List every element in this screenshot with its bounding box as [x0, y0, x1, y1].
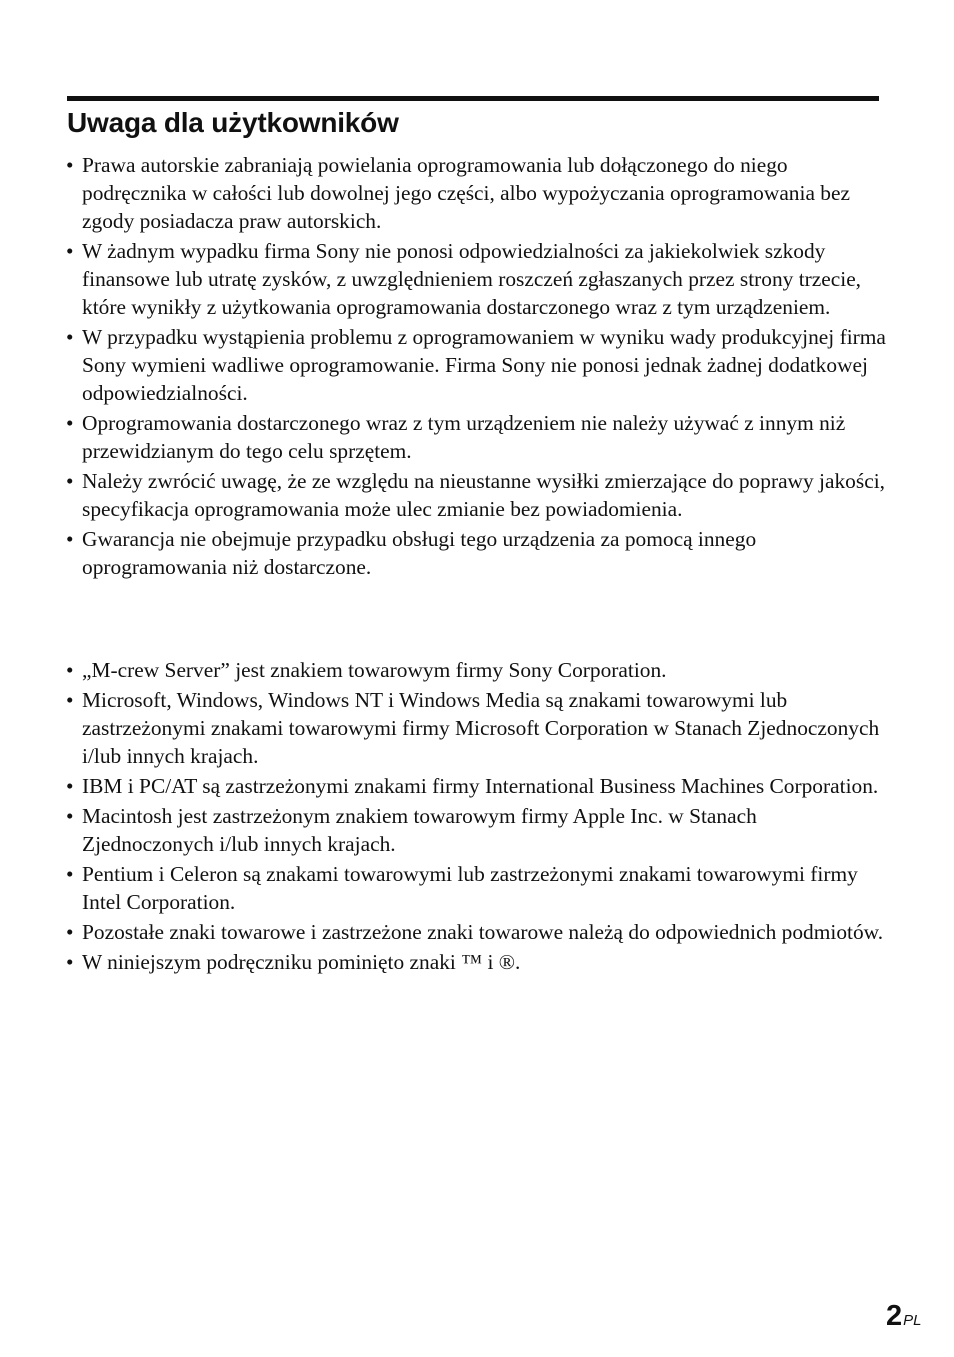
trademark-list [66, 656, 886, 978]
list-item-text: W żadnym wypadku firma Sony nie ponosi odpowiedzialności za jakiekolwiek szkody finansowe lub utratę zysków, z uwzględnieniem roszczeń zgłaszanych przez strony trzecie, które wynikły z użytkowania oprogramowania dostarczonego wraz z tym urządzeniem. [82, 239, 862, 319]
list-item [66, 237, 886, 321]
list-item [66, 323, 886, 407]
list-item [66, 467, 886, 523]
list-item [66, 772, 886, 800]
bullet-icon: • [66, 411, 74, 435]
list-item-text: Pozostałe znaki towarowe i zastrzeżone znaki towarowe należą do odpowiednich podmiotów. [82, 920, 884, 944]
list-item [66, 860, 886, 916]
list-item-text: IBM i PC/AT są zastrzeżonymi znakami firmy International Business Machines Corporation. [82, 774, 879, 798]
list-item-text: Gwarancja nie obejmuje przypadku obsługi tego urządzenia za pomocą innego oprogramowania niż dostarczone. [82, 527, 757, 579]
notice-list [66, 151, 886, 583]
list-item-text: Pentium i Celeron są znakami towarowymi lub zastrzeżonymi znakami towarowymi firmy Intel Corporation. [82, 862, 858, 914]
list-item [66, 525, 886, 581]
bullet-icon: • [66, 325, 74, 349]
bullet-icon: • [66, 688, 74, 712]
list-item-text: W niniejszym podręczniku pominięto znaki ™ i ®. [82, 950, 521, 974]
list-item [66, 409, 886, 465]
page-number [886, 1300, 922, 1333]
bullet-icon: • [66, 239, 74, 263]
page-language-code: PL [903, 1312, 922, 1329]
list-item [66, 948, 886, 976]
list-item [66, 151, 886, 235]
list-item [66, 802, 886, 858]
heading-rule [67, 96, 879, 101]
list-item [66, 656, 886, 684]
bullet-icon: • [66, 774, 74, 798]
list-item-text: Należy zwrócić uwagę, że ze względu na nieustanne wysiłki zmierzające do poprawy jakości, specyfikacja oprogramowania może ulec zmianie bez powiadomienia. [82, 469, 885, 521]
bullet-icon: • [66, 950, 74, 974]
bullet-icon: • [66, 862, 74, 886]
bullet-icon: • [66, 658, 74, 682]
bullet-icon: • [66, 527, 74, 551]
bullet-icon: • [66, 469, 74, 493]
list-item-text: „M-crew Server” jest znakiem towarowym firmy Sony Corporation. [82, 658, 667, 682]
list-item-text: Oprogramowania dostarczonego wraz z tym urządzeniem nie należy używać z innym niż przewidzianym do tego celu sprzętem. [82, 411, 846, 463]
list-item-text: Macintosh jest zastrzeżonym znakiem towarowym firmy Apple Inc. w Stanach Zjednoczonych i/lub innych krajach. [82, 804, 757, 856]
list-item [66, 918, 886, 946]
bullet-icon: • [66, 804, 74, 828]
page-number-value: 2 [886, 1300, 903, 1332]
bullet-icon: • [66, 153, 74, 177]
list-item-text: Microsoft, Windows, Windows NT i Windows Media są znakami towarowymi lub zastrzeżonymi znakami towarowymi firmy Microsoft Corporation w Stanach Zjednoczonych i/lub innych krajach. [82, 688, 880, 768]
bullet-icon: • [66, 920, 74, 944]
page-title: Uwaga dla użytkowników [67, 107, 399, 138]
list-item-text: Prawa autorskie zabraniają powielania oprogramowania lub dołączonego do niego podręcznika w całości lub dowolnej jego części, albo wypożyczania oprogramowania bez zgody posiadacza praw autorskich. [82, 153, 850, 233]
list-item-text: W przypadku wystąpienia problemu z oprogramowaniem w wyniku wady produkcyjnej firma Sony wymieni wadliwe oprogramowanie. Firma Sony nie ponosi jednak żadnej dodatkowej odpowiedzialności. [82, 325, 886, 405]
list-item [66, 686, 886, 770]
